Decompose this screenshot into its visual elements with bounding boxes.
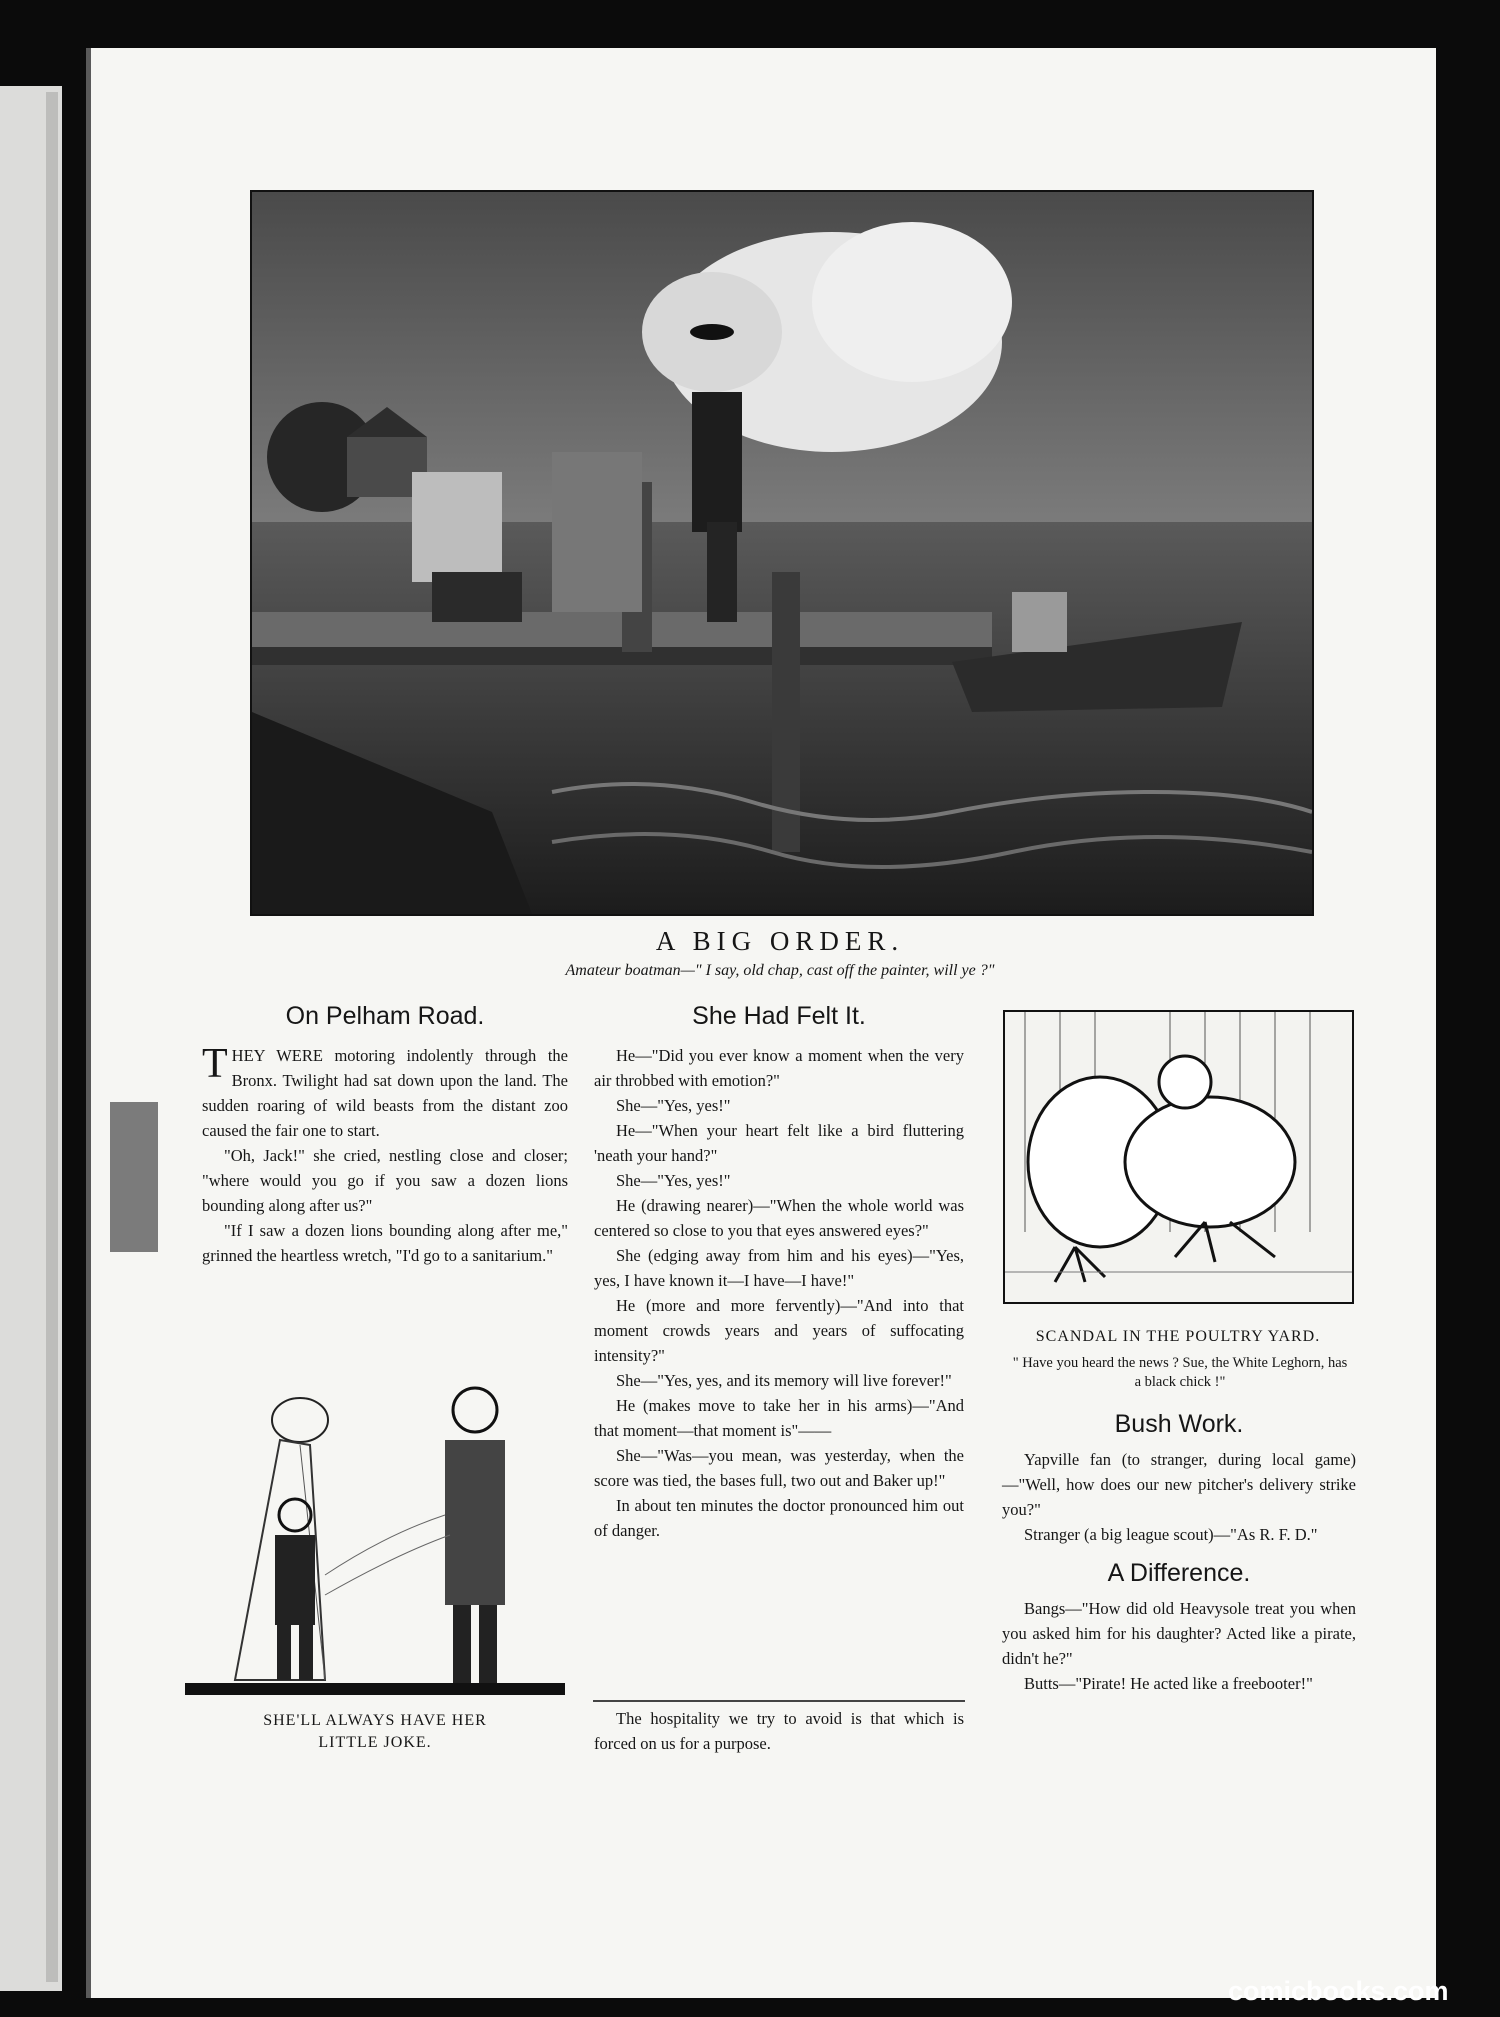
paragraph-1-text: HEY WERE motoring indolently through the Bronx. Twilight had sat down upon the land. The sudden roaring of wild beasts from the distant zoo caused the fair one to start.: [202, 1046, 568, 1140]
bush-work-line: Yapville fan (to stranger, during local game)—"Well, how does our new pitcher's delivery strike you?": [1002, 1450, 1356, 1519]
poultry-cartoon-quote: " Have you heard the news ? Sue, the White Leghorn, has a black chick !": [1012, 1355, 1348, 1390]
wedding-cartoon-caption: [185, 1710, 565, 1754]
dialogue-line: She—"Yes, yes!": [616, 1171, 731, 1190]
poultry-cartoon-caption: SCANDAL IN THE POULTRY YARD.: [1035, 1328, 1321, 1345]
difference-line: Butts—"Pirate! He acted like a freebooter!": [1024, 1674, 1313, 1693]
paragraph-1: [202, 1043, 568, 1143]
heading-pelham-road: On Pelham Road.: [285, 1002, 485, 1030]
drop-cap: T: [202, 1041, 228, 1087]
dialogue-line: He (drawing nearer)—"When the whole world was centered so close to you that eyes answered eyes?": [594, 1196, 964, 1240]
poultry-cartoon-image: [1005, 1012, 1352, 1302]
column-she-had-felt-it: [594, 1004, 964, 1543]
dialogue-line: He (more and more fervently)—"And into that moment crowds years and years of suffocating intensity?": [594, 1296, 964, 1365]
page-tab: [110, 1102, 158, 1252]
dialogue-line: He—"Did you ever know a moment when the very air throbbed with emotion?": [594, 1046, 964, 1090]
dialogue-line: In about ten minutes the doctor pronounced him out of danger.: [594, 1496, 964, 1540]
column-pelham-road: [202, 1004, 568, 1268]
column-divider-rule: [593, 1700, 965, 1702]
column-bush-work: [1002, 1412, 1356, 1696]
wedding-cartoon-image: [185, 1385, 565, 1697]
hospitality-paragraph: The hospitality we try to avoid is that which is forced on us for a purpose.: [594, 1709, 964, 1753]
illustration-title: A BIG ORDER.: [655, 926, 905, 956]
main-illustration: [250, 190, 1314, 916]
caption-line-2: LITTLE JOKE.: [318, 1734, 432, 1751]
poultry-cartoon: [1003, 1010, 1354, 1304]
watermark: comicbooks.com: [1228, 1976, 1449, 2006]
heading-a-difference: A Difference.: [1107, 1559, 1251, 1587]
dialogue-line: She—"Was—you mean, was yesterday, when the score was tied, the bases full, two out and Baker up!": [594, 1446, 964, 1490]
caption-line-1: SHE'LL ALWAYS HAVE HER: [263, 1712, 487, 1729]
heading-bush-work: Bush Work.: [1114, 1410, 1244, 1438]
difference-line: Bangs—"How did old Heavysole treat you when you asked him for his daughter? Acted like a pirate, didn't he?": [1002, 1599, 1356, 1668]
paragraph-2: "Oh, Jack!" she cried, nestling close and closer; "where would you go if you saw a dozen lions bounding along after us?": [202, 1146, 568, 1215]
dialogue-line: She—"Yes, yes, and its memory will live forever!": [616, 1371, 952, 1390]
illustration-subtitle: Amateur boatman—" I say, old chap, cast off the painter, will ye ?": [565, 962, 995, 979]
wedding-cartoon: [185, 1385, 565, 1697]
binding-strip: [46, 92, 58, 1982]
heading-she-had-felt-it: She Had Felt It.: [692, 1002, 866, 1030]
dock-painting-image: [252, 192, 1312, 914]
dialogue-line: He (makes move to take her in his arms)—"And that moment—that moment is"——: [594, 1396, 964, 1440]
dialogue-line: She (edging away from him and his eyes)—"Yes, yes, I have known it—I have—I have!": [594, 1246, 964, 1290]
bush-work-line: Stranger (a big league scout)—"As R. F. D.": [1024, 1525, 1318, 1544]
dialogue-line: He—"When your heart felt like a bird fluttering 'neath your hand?": [594, 1121, 964, 1165]
dialogue-line: She—"Yes, yes!": [616, 1096, 731, 1115]
paragraph-3: "If I saw a dozen lions bounding along after me," grinned the heartless wretch, "I'd go to a sanitarium.": [202, 1221, 568, 1265]
